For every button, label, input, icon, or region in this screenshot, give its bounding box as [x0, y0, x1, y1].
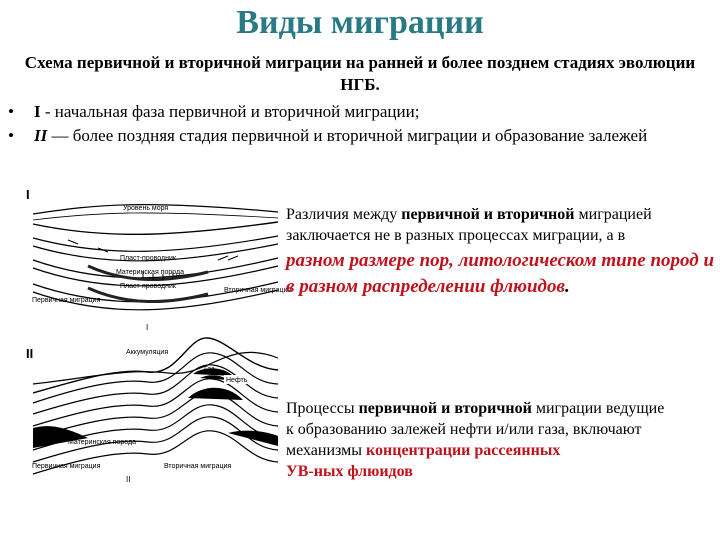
label-source-rock-2: Материнская порода [68, 439, 136, 446]
text-fragment: механизмы [286, 442, 366, 459]
migration-difference-text [286, 204, 716, 246]
stage-2-section [33, 338, 278, 474]
label-gas: Газ [204, 366, 215, 373]
figure-number-1: I [146, 323, 149, 332]
label-primary-migration-2: Первичная миграция [32, 463, 101, 470]
stage-2-label: II [26, 346, 34, 361]
bullet-list [8, 101, 708, 149]
bullet-text: — более поздняя стадия первичной и вторичной миграции и образование залежей [47, 126, 648, 145]
red-text-end: . [564, 276, 570, 297]
text-line-red: УВ-ных флюидов [286, 463, 413, 480]
stage-number: I [34, 102, 41, 121]
label-sea-level: Уровень моря [123, 205, 169, 212]
text-line [286, 440, 716, 461]
label-reservoir: Пласт-проводник [120, 255, 176, 262]
stage-1-label: I [26, 187, 30, 202]
figure-number-2: II [126, 475, 131, 484]
text-red-bold: концентрации рассеянных [366, 442, 561, 459]
page-title: Виды миграции [236, 4, 484, 41]
label-reservoir-2: Пласт-проводник [120, 283, 176, 290]
text-bold: первичной и вторичной [401, 206, 575, 223]
migration-diagram [26, 187, 292, 533]
text-fragment: миграции ведущие [531, 400, 665, 417]
text-fragment: миграцией заключается не в разных процессах миграции, а в [286, 206, 652, 244]
bullet-mark: • [8, 102, 14, 121]
text-bold: первичной и вторичной [358, 400, 532, 417]
text-line: к образованию залежей нефти и/или газа, включают [286, 421, 642, 438]
text-line [286, 398, 716, 419]
label-accumulation: Аккумуляция [126, 349, 169, 356]
highlighted-red-text [286, 248, 716, 300]
text-fragment: Различия между [286, 206, 402, 223]
bullet-mark: • [8, 126, 14, 145]
label-secondary-migration: Вторичная миграция [224, 287, 292, 294]
label-source-rock: Материнская порода [116, 269, 184, 276]
label-secondary-migration-2: Вторичная миграция [164, 463, 232, 470]
text-fragment: Процессы [286, 400, 359, 417]
bullet-item-stage-2 [8, 125, 708, 147]
stage-number: II [34, 126, 48, 145]
bullet-item-stage-1 [8, 101, 708, 123]
migration-processes-text [286, 398, 716, 482]
slide-subtitle: Схема первичной и вторичной миграции на ранней и более позднем стадиях эволюции НГБ. [24, 53, 696, 94]
red-text: разном размере пор, литологическом типе пород и в разном распределении флюидов [286, 250, 715, 297]
label-oil: Нефть [226, 377, 248, 384]
bullet-text: - начальная фаза первичной и вторичной миграции; [40, 102, 420, 121]
label-primary-migration: Первичная миграция [32, 297, 101, 304]
